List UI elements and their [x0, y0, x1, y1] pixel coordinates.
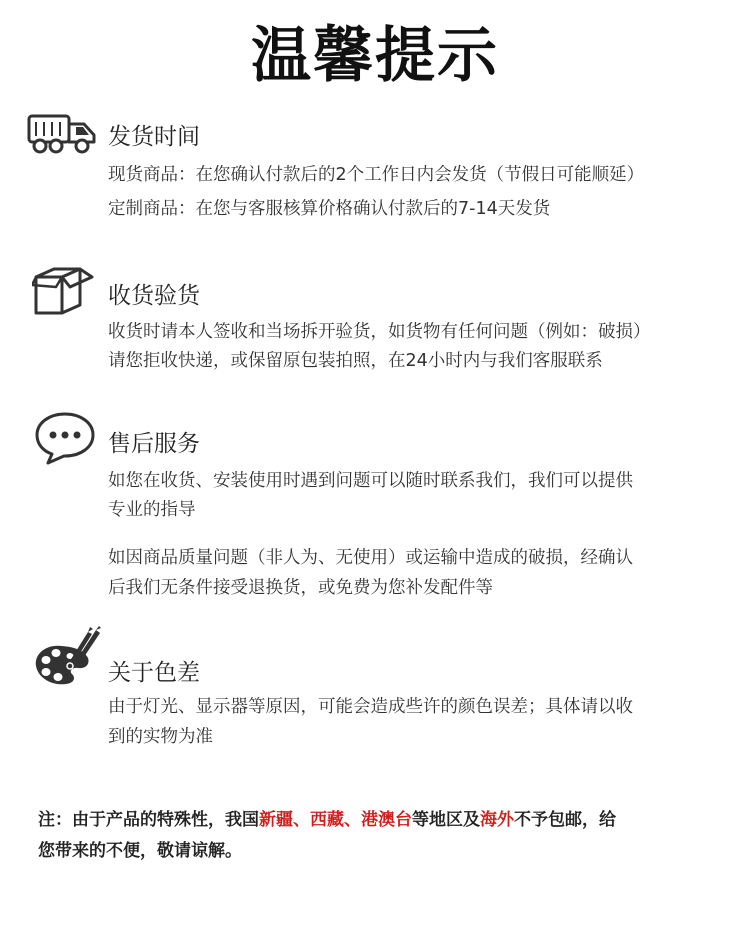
note-suffix: 不予包邮，给 — [514, 810, 616, 830]
note-region-xinjiang: 新疆、 — [259, 810, 310, 830]
section-title-color-difference: 关于色差 — [108, 660, 200, 686]
shipping-note-line-1 — [38, 805, 616, 830]
section-title-shipping: 发货时间 — [108, 124, 200, 150]
color-line-1: 由于灯光、显示器等原因，可能会造成些许的颜色误差；具体请以收 — [108, 697, 633, 717]
receiving-line-2: 请您拒收快递，或保留原包装拍照，在24小时内与我们客服联系 — [108, 351, 603, 371]
page-title: 温馨提示 — [251, 21, 499, 91]
receiving-line-1: 收货时请本人签收和当场拆开验货，如货物有任何问题（例如：破损） — [108, 322, 651, 342]
truck-icon — [26, 108, 98, 154]
shipping-line-2: 定制商品：在您与客服核算价格确认付款后的7-14天发货 — [108, 199, 551, 219]
note-region-gangaotai: 港澳台 — [361, 810, 412, 830]
after-sales-line-1: 如您在收货、安装使用时遇到问题可以随时联系我们，我们可以提供 — [108, 471, 633, 491]
chat-bubble-icon — [34, 410, 96, 466]
palette-icon — [32, 626, 102, 692]
section-title-after-sales: 售后服务 — [108, 431, 200, 457]
shipping-line-1: 现货商品：在您确认付款后的2个工作日内会发货（节假日可能顺延） — [108, 165, 645, 185]
note-prefix: 注：由于产品的特殊性，我国 — [38, 810, 259, 830]
color-line-2: 到的实物为准 — [108, 727, 213, 747]
note-region-xizang: 西藏、 — [310, 810, 361, 830]
box-icon — [32, 263, 96, 317]
after-sales-line-2: 专业的指导 — [108, 500, 196, 520]
note-region-overseas: 海外 — [480, 810, 514, 830]
shipping-note-line-2: 您带来的不便，敬请谅解。 — [38, 841, 242, 861]
after-sales-line-4: 后我们无条件接受退换货，或免费为您补发配件等 — [108, 578, 493, 598]
section-title-receiving: 收货验货 — [108, 283, 200, 309]
note-middle: 等地区及 — [412, 810, 480, 830]
after-sales-line-3: 如因商品质量问题（非人为、无使用）或运输中造成的破损，经确认 — [108, 548, 633, 568]
